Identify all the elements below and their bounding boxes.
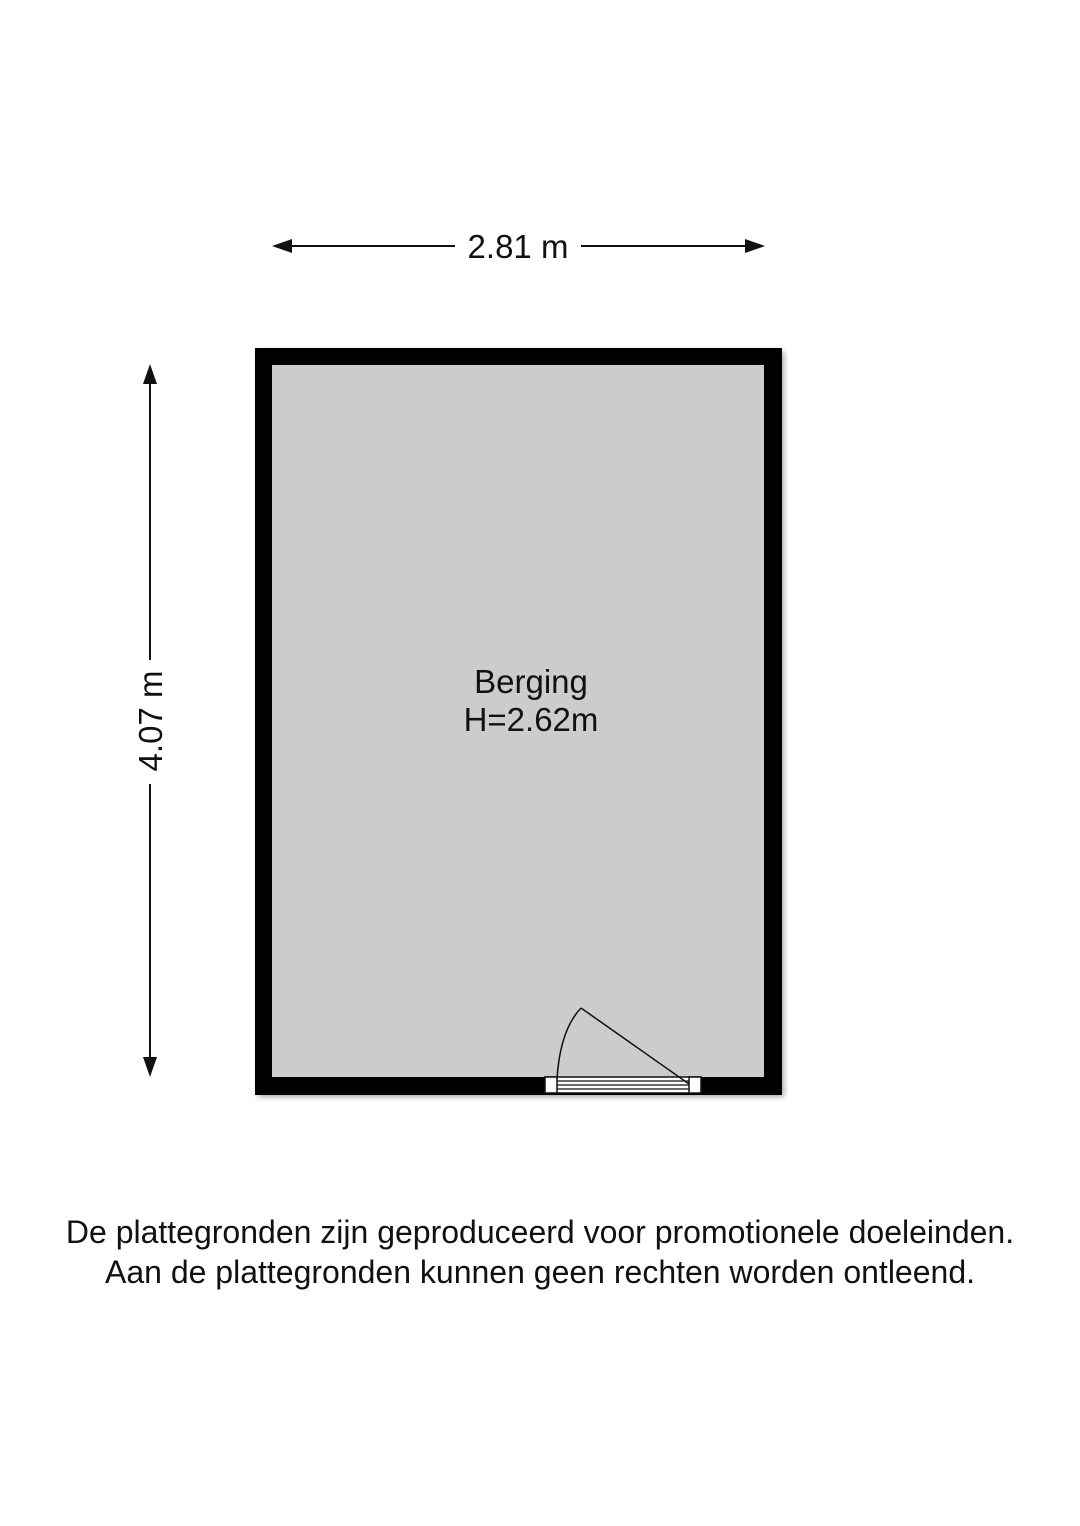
arrow-left-icon — [272, 239, 292, 253]
height-dimension — [132, 364, 169, 1077]
disclaimer-line-2: Aan de plattegronden kunnen geen rechten worden ontleend. — [104, 1254, 975, 1290]
width-dimension — [272, 228, 765, 265]
disclaimer — [0, 1212, 1080, 1292]
door-jamb-left — [545, 1077, 557, 1093]
disclaimer-line-1: De plattegronden zijn geproduceerd voor promotionele doeleinden. — [65, 1214, 1015, 1250]
height-label: 4.07 m — [132, 670, 169, 772]
room-ceiling-height: H=2.62m — [463, 701, 599, 738]
arrow-right-icon — [745, 239, 765, 253]
room-name: Berging — [474, 663, 588, 700]
door-jamb-right — [689, 1077, 701, 1093]
arrow-up-icon — [143, 364, 157, 384]
width-label: 2.81 m — [467, 228, 569, 265]
arrow-down-icon — [143, 1057, 157, 1077]
room-berging — [255, 348, 784, 1097]
